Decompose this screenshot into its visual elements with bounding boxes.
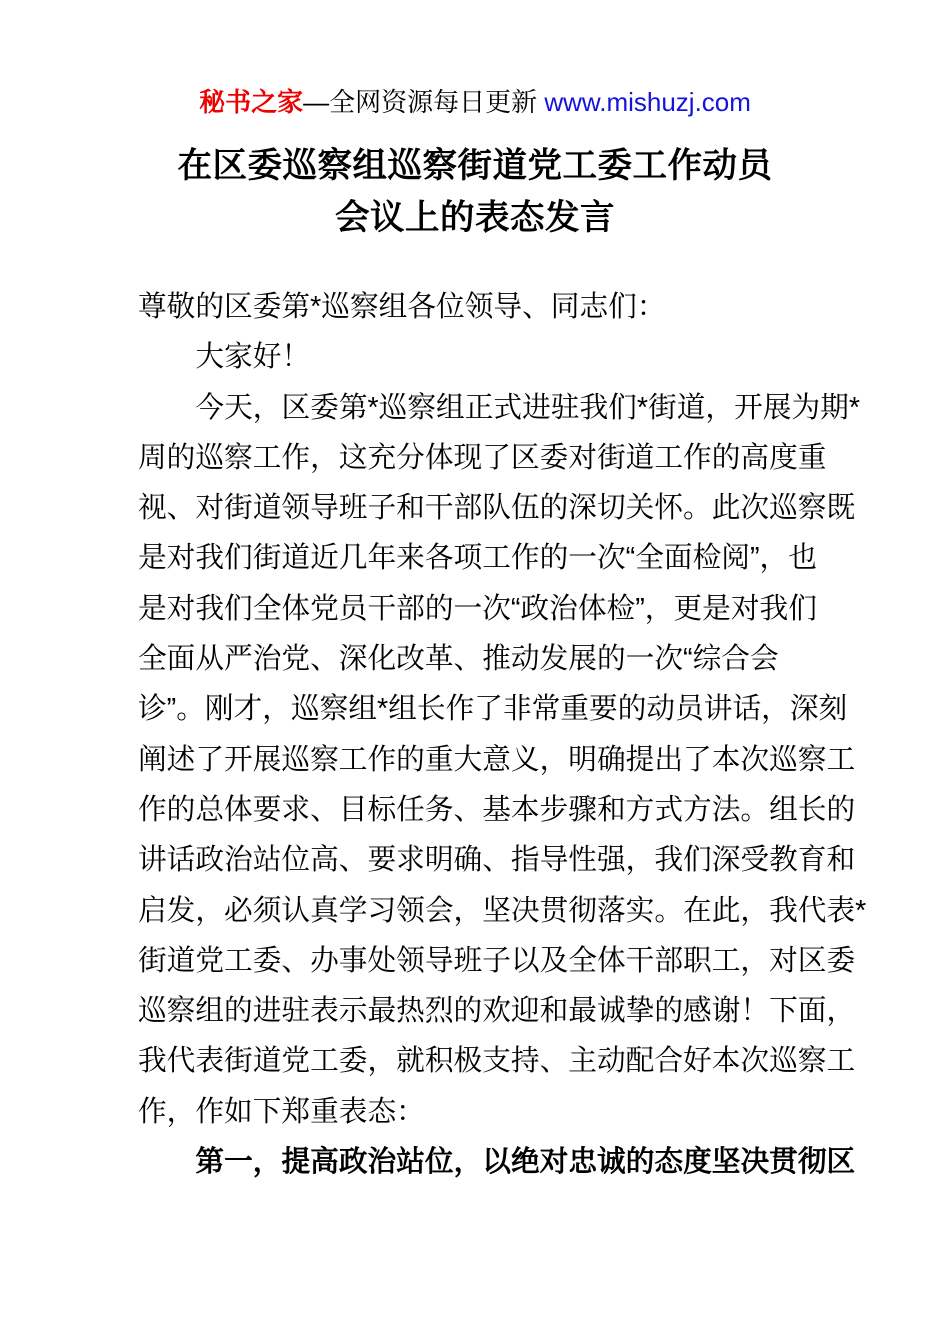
body-line: 阐述了开展巡察工作的重大意义，明确提出了本次巡察工 [138, 743, 856, 776]
document-title-line-2: 会议上的表态发言 [335, 199, 615, 237]
body-line: 讲话政治站位高、要求明确、指导性强，我们深受教育和 [138, 844, 856, 877]
body-line: 巡察组的进驻表示最热烈的欢迎和最诚挚的感谢！下面， [138, 995, 856, 1028]
body-line: 是对我们全体党员干部的一次“政治体检”，更是对我们 [138, 592, 817, 625]
site-header [0, 84, 950, 120]
body-line: 大家好！ [195, 341, 311, 374]
body-line: 作的总体要求、目标任务、基本步骤和方式方法。组长的 [138, 793, 856, 826]
body-line: 第一，提高政治站位，以绝对忠诚的态度坚决贯彻区 [195, 1146, 856, 1179]
body-line: 周的巡察工作，这充分体现了区委对街道工作的高度重 [138, 441, 827, 474]
body-line: 尊敬的区委第*巡察组各位领导、同志们： [138, 291, 666, 323]
body-line: 诊”。刚才，巡察组*组长作了非常重要的动员讲话，深刻 [138, 693, 848, 726]
body-line: 街道党工委、办事处领导班子以及全体干部职工，对区委 [138, 944, 856, 977]
site-tagline: —全网资源每日更新 [303, 87, 545, 117]
document-title [0, 140, 950, 244]
body-line: 我代表街道党工委，就积极支持、主动配合好本次巡察工 [138, 1045, 856, 1078]
site-brand: 秘书之家 [199, 87, 304, 117]
body-line: 作，作如下郑重表态： [138, 1095, 425, 1128]
body-line: 视、对街道领导班子和干部队伍的深切关怀。此次巡察既 [138, 492, 856, 525]
document-title-line-1: 在区委巡察组巡察街道党工委工作动员 [177, 147, 773, 185]
site-url-link[interactable]: www.mishuzj.com [544, 87, 751, 117]
body-line: 启发，必须认真学习领会，坚决贯彻落实。在此，我代表* [138, 894, 867, 927]
body-line: 全面从严治党、深化改革、推动发展的一次“综合会 [138, 643, 779, 676]
body-line: 今天，区委第*巡察组正式进驻我们*街道，开展为期* [195, 391, 861, 424]
document-body [138, 282, 867, 1187]
body-line: 是对我们街道近几年来各项工作的一次“全面检阅”，也 [138, 542, 817, 575]
